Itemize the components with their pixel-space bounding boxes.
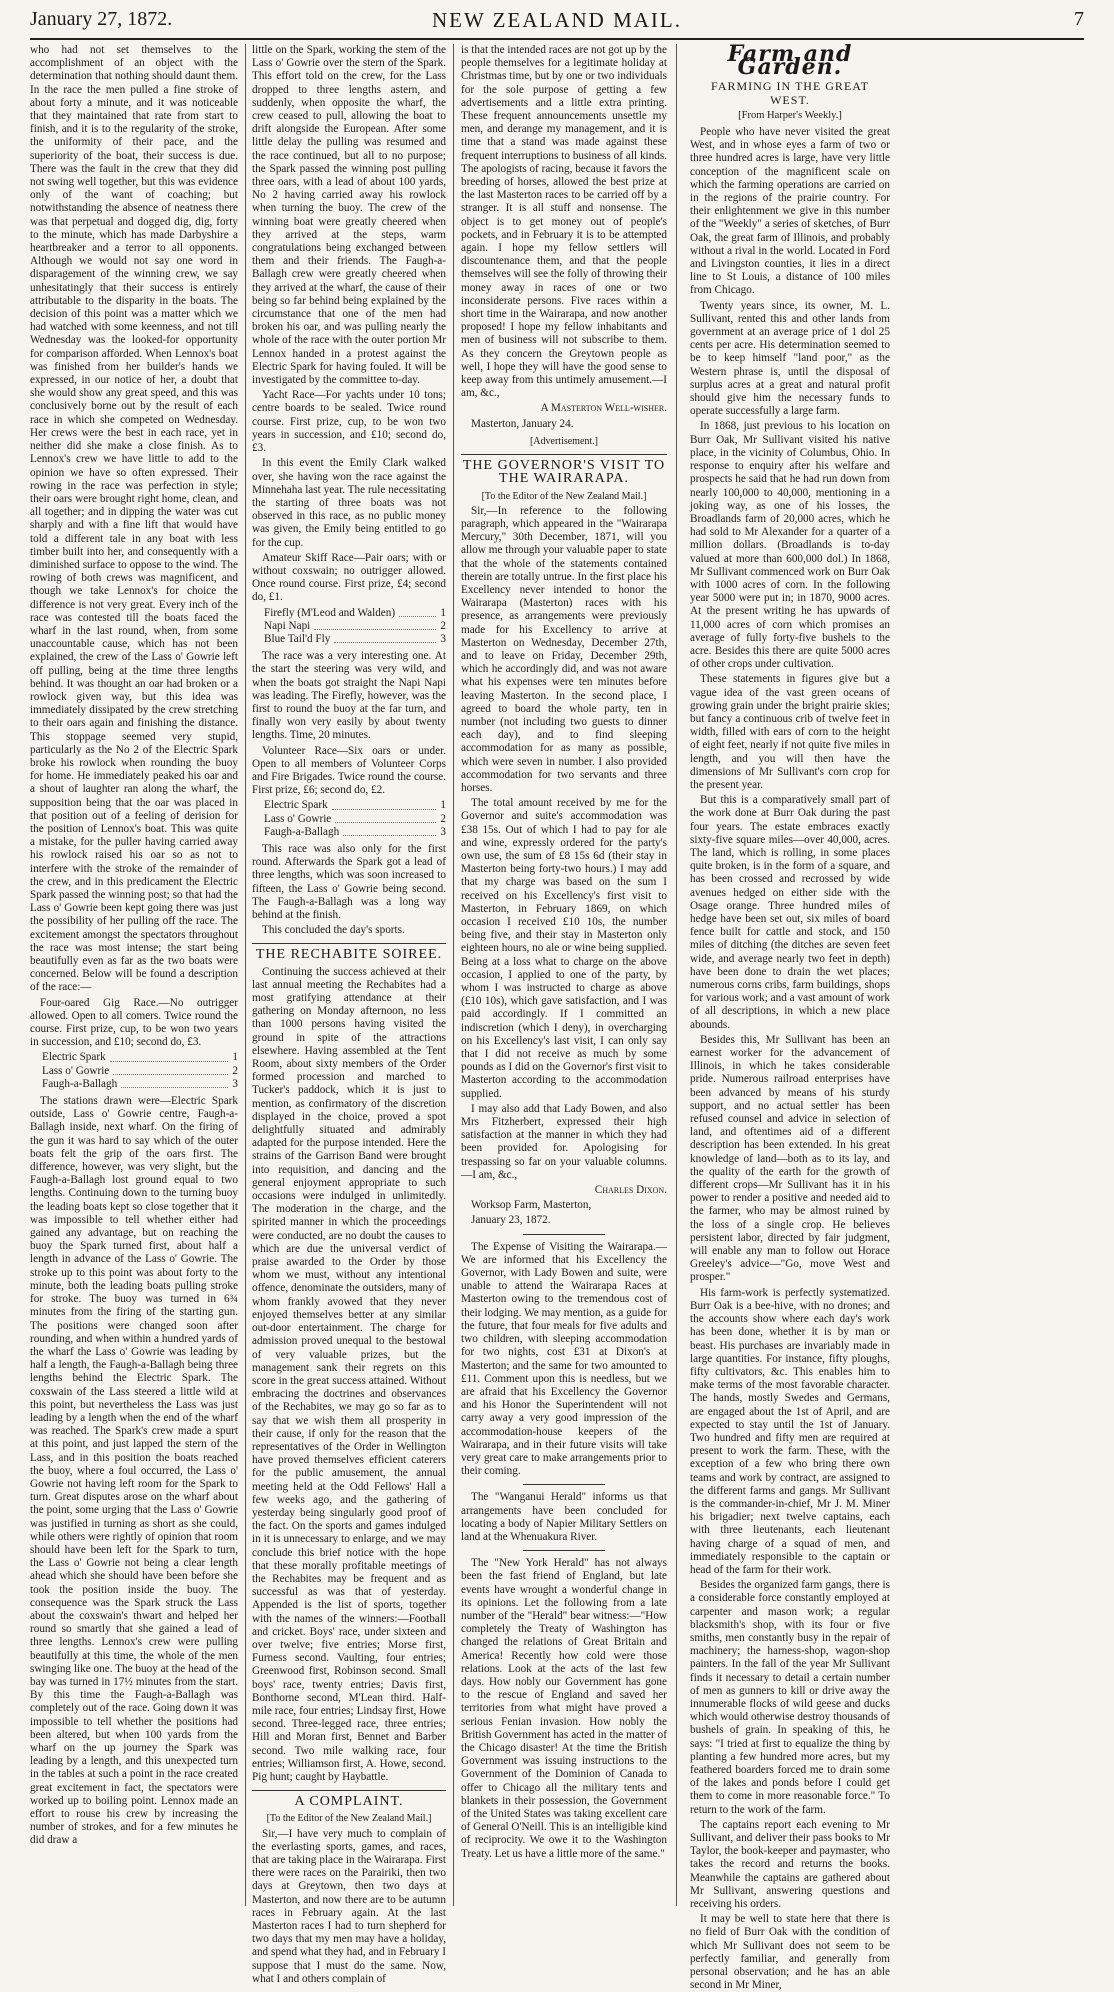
- article-paragraph: In this event the Emily Clark walked over, she having won the race against the Minnehaha last year. The rule necessitating the starting of three boats was not observed in this race, as no public money was given, the Emily being entitled to go for the cup.: [252, 457, 446, 549]
- article-paragraph: Besides this, Mr Sullivant has been an earnest worker for the advancement of Illinois, in which he takes considerable pride. Numerous railroad enterprises have been advanced by means of his sturdy support, and no actual settler has been refused counsel and advice in selection of land, and oftentimes aid of a different description has been extended. In his great knowledge of land—both as to its lay, and the quality of the earth for the growth of different crops—Mr Sullivant has it in his power to render a positive and needed aid to the farmer, who may be almost ruined by the loss of a single crop. He believes persistent labor, directed by fair judgment, will enable any man to follow out Horace Greeley's advice—"Go, move West and prosper.": [690, 1033, 890, 1284]
- race-entry: Four-oared Gig Race.—No outrigger allowed. Open to all comers. Twice round the course. First prize, cup, to be won two years in succession, and £10; second do, £3.: [30, 996, 238, 1049]
- news-paragraph: The "Wanganui Herald" informs us that arrangements have been concluded for locating a body of Napier Military Settlers on land at the Whenuakura River.: [461, 1491, 667, 1543]
- result-row: Faugh-a-Ballagh 3: [42, 1077, 238, 1090]
- result-row: Blue Tail'd Fly 3: [264, 632, 446, 645]
- article-paragraph: But this is a comparatively small part of the work done at Burr Oak during the past four years. The estate embraces exactly sixty-five square miles—over 40,000, acres. The land, which is rolling, in some places quite broken, is in the form of a square, and has been crossed and recrossed by wide avenues hedged on either side with the Osage orange. Three hundred miles of hedge have been set out, six miles of board fence built for cattle and stock, and 150 miles of ditching (the ditches are seven feet wide, and average nearly two feet in depth) have been done to drain the wet places; numerous corns cribs, farm buildings, shops for various work; and a vast amount of work of all descriptions, in which a new place abounds.: [690, 794, 890, 1031]
- article-paragraph: People who have never visited the great West, and in whose eyes a farm of two or three hundred acres is large, have very little conception of the magnificent scale on which the farming operations are carried on in the regions of the prairie country. For their enlightenment we give in this number of the "Weekly" a series of sketches, of Burr Oak, the great farm of Illinois, and probably without a rival in the world. Located in Ford and Livingston counties, it lies in a direct line to St Louis, a distance of 100 miles from Chicago.: [690, 126, 890, 297]
- race-results: [264, 799, 446, 839]
- editor-note: [To the Editor of the New Zealand Mail.]: [266, 1813, 432, 1825]
- article-paragraph: little on the Spark, working the stem of the Lass o' Gowrie over the stern of the Spark. This effort told on the crew, for the Lass dropped to three lengths astern, and suddenly, when opposite the wharf, the crew ceased to pull, allowing the boat to drift alongside the European. After some little delay the pulling was resumed and the race continued, but all to no purpose; the Spark passed the winning post pulling three oars, with a lead of about 100 yards, No 2 having carried away his rowlock when turning the buoy. The crew of the winning boat were greatly cheered when they arrived at the steps, warm congratulations being exchanged between them and their friends. The Faugh-a-Ballagh crew were greatly cheered when they arrived at the wharf, the cause of their being so far behind being explained by the circumstance that one of the men had broken his oar, and was pulling nearly the whole of the race with the outer portion Mr Lennox handed in a protest against the Electric Spark for having fouled. It will be investigated by the committee to-day.: [252, 44, 446, 387]
- article-headline: FARMING IN THE GREAT WEST.: [711, 79, 869, 107]
- letter-dateline: Masterton, January 24.: [471, 417, 574, 430]
- article-paragraph: It may be well to state here that there is no field of Burr Oak with the condition of which Mr Sullivant does not seem to be perfectly familiar, and generally from personal observation; and he has an able second in Mr Miner,: [690, 1913, 890, 1992]
- issue-date: January 27, 1872.: [30, 8, 173, 30]
- article-paragraph: The stations drawn were—Electric Spark outside, Lass o' Gowrie centre, Faugh-a-Ballagh inside, next wharf. On the firing of the gun it was hard to say which of the outer boats felt the grip of the oars first. The difference, however, was very slight, but the Faugh-a-Ballagh lost ground equal to two lengths. Continuing down to the turning buoy the leading boats kept so close together that it was impossible to tell whether either had gained any advantage, but on reaching the buoy the Spark turned first, about half a length in advance of the Lass o' Gowrie. The stroke up to this point was about forty to the minute, both the leading boats pulling stroke for stroke. The buoy was turned in 6¾ minutes from the firing of the starting gun. The positions were changed soon after rounding, and when within a hundred yards of the wharf the Lass o' Gowrie was leading by half a length, the Faugh-a-Ballagh being three lengths behind the Electric Spark. The coxswain of the Lass steered a little wild at this point, but nevertheless the Lass was just leading by a length when the end of the wharf was reached. The Spark's crew made a spurt at this point, and just lapped the stern of the Lass, and in this position the boats reached the buoy, where a foul occurred, the Lass o' Gowrie not having left room for the Spark to turn. Great disputes arose on the wharf about the point, some urging that the Lass o' Gowrie was justified in turning as short as she could, while others were rightly of opinion that room should have been left for the Spark to turn, the Lass o' Gowrie not being a clear length ahead which she should have been before she took the position inside the buoy. The consequence was the Spark struck the Lass about the coxswain's thwart and helped her round so smartly that she gained a lead of three lengths. Lennox's crew were pulling beautifully at this time, the whole of the men swinging like one. The buoy at the head of the bay was turned in 17½ minutes from the start. By this time the Faugh-a-Ballagh was completely out of the race. Going down it was impossible to tell whether the positions had been altered, but when 100 yards from the wharf on the up journey the Spark was leading by a length, and this unexpected turn in the tables at such a point in the race created great excitement in fact, the spectators were worked up to boiling point. Lennox made an effort to rouse his crew by increasing the number of strokes, and for a few minutes he did draw a: [30, 1095, 238, 1847]
- divider: [523, 1234, 605, 1235]
- result-row: Napi Napi 2: [264, 619, 446, 632]
- article-paragraph: This race was also only for the first round. Afterwards the Spark got a lead of three lengths, which was soon increased to fifteen, the Lass o' Gowrie being second. The Faugh-a-Ballagh was a long way behind at the finish.: [252, 842, 446, 921]
- column-4: [690, 41, 890, 1992]
- letter-paragraph: is that the intended races are not got up by the people themselves for a legitimate holiday at Christmas time, but by one or two individuals for the sole purpose of getting a few advertisements and a little extra printing. These frequent announcements unsettle my men, and derange my management, and it is time that a stand was made against these frequent interruptions to business of all kinds. The apologists of racing, because it favors the breeding of horses, allowed the best prize at the last Masterton races to be carried off by a stranger. It is all stuff and nonsense. The object is to get money out of people's pockets, and in February it is to be attempted again. I hope my fellow settlers will discountenance them, and that the people themselves will see the folly of throwing their money away in races of one or two inconsiderate persons. Five races within a short time in the Wairarapa, and now another proposed! I hope my fellow inhabitants and men of business will not subscribe to them. As they concern the Greytown people as well, I hope they will have the good sense to keep away from this untimely amusement.—I am, &c.,: [461, 44, 667, 400]
- race-entry: Amateur Skiff Race—Pair oars; with or without coxswain; no outrigger allowed. Once round course. First prize, £4; second do, £1.: [252, 551, 446, 604]
- result-row: Electric Spark 1: [42, 1051, 238, 1064]
- result-row: Lass o' Gowrie 2: [42, 1064, 238, 1077]
- news-paragraph: The "New York Herald" has not always been the fast friend of England, but late events have wrought a wonderful change in its opinions. Let the following from a late number of the "Herald" bear witness:—"How completely the Treaty of Washington has changed the relations of Great Britain and America! Recently how cold were those relations. Look at the acts of the last few days. How nobly our Government has gone to the rescue of England and saved her territories from what might have proved a serious Fenian invasion. How nobly the British Government has acted in the matter of the Chicago disaster! At the time the British Government was issuing instructions to the Government of the Dominion of Canada to offer to Chicago all the military tents and blankets in their possession, the Government of the United States was taking excellent care of General O'Neill. This is an intelligible kind of reciprocity. We owe it to the Washington Treaty. Let us have a little more of the same.": [461, 1557, 667, 1860]
- article-paragraph: In 1868, just previous to his location on Burr Oak, Mr Sullivant visited his native place, in the vicinity of Columbus, Ohio. In response to enquiry after his welfare and prospects he said that he had run down from nearly 100,000 to 40,000, mentioning in a joking way, as one of his losses, the Broadlands farm of 20,000 acres, which he had sold to Mr Alexander for a quarter of a million dollars. (Broadlands is to-day valued at more than 600,000 dol.) In 1868, Mr Sullivant commenced work on Burr Oak with 1000 acres of corn. In the following year 5000 were put in; in 1870, 9000 acres. At the present writing he has upwards of 11,000 acres of corn which promises an average of fully forty-five bushels to the acre. Besides this there are quite 5000 acres of other crops under cultivation.: [690, 420, 890, 671]
- article-paragraph: Continuing the success achieved at their last annual meeting the Rechabites had a most gratifying attendance at their gathering on Monday afternoon, no less than 1000 persons having visited the ground in spite of the attractions elsewhere. Having assembled at the Tent Room, about sixty members of the Order formed procession and marched to Tucker's paddock, which it is just to mention, as confirmatory of the discretion displayed in the choice, proved a spot delightfully situated and admirably adapted for the purpose intended. Here the strains of the Garrison Band were brought into requisition, and dancing and the general enjoyment appropriate to such occasions were indulged in unlimitedly. The moderation in the charge, and the spirited manner in which the proceedings were conducted, are no doubt the causes to which are due the universal verdict of praise awarded to the Order by those whom we must, without any intentional offence, denominate the outsiders, many of whom frankly avowed that they never enjoyed themselves better at any similar out-door entertainment. The charge for admission proved unequal to the bestowal of very valuable prizes, but the management sank their regrets on this score in the great success attained. Without embracing the doctrines and observances of the Rechabites, we may go so far as to say that we wish them all prosperity in their cause, if only for the reason that the representatives of the Order in Wellington have proved themselves efficient caterers for the public amusement, the annual meeting held at the Odd Fellows' Hall a few weeks ago, and the gathering of yesterday being singularly good proof of the fact. On the sports and games indulged in it is unnecessary to enlarge, and we may conclude this brief notice with the hope that these morally profitable meetings of the Rechabites may be frequent and as successful as was that of yesterday. Appended is the list of sports, together with the names of the winners:—Football and cricket. Boys' race, under sixteen and over twelve; five entries; Morse first, Furness second. Vaulting, four entries; Greenwood first, Robinson second. Small boys' race, twenty entries; Davis first, Bonthorne second, M'Lean third. Half-mile race, four entries; Lindsay first, Howe second. Three-legged race, three entries; Hill and Moran first, Bennet and Barber second. Two mile walking race, four entries; Williamson first, A. Howe, second. Pig hunt; caught by Haybattle.: [252, 965, 446, 1783]
- editor-note: [To the Editor of the New Zealand Mail.]: [481, 490, 647, 502]
- article-headline: THE RECHABITE SOIREE.: [252, 943, 446, 961]
- newspaper-title: NEW ZEALAND MAIL.: [432, 8, 682, 32]
- race-results: [264, 607, 446, 647]
- section-title: Farm and Garden.: [727, 41, 853, 81]
- article-paragraph: These statements in figures give but a vague idea of the vast green oceans of growing grain under the bright prairie skies; but fancy a continuous crib of twelve feet in width, filled with ears of corn to the height of eight feet, nearly if not quite five miles in length, and you will then have the dimensions of Mr Sullivant's corn crop for the present year.: [690, 673, 890, 791]
- column-1: [30, 44, 238, 1906]
- article-paragraph: Besides the organized farm gangs, there is a considerable force constantly employed at carpenter and mason work; a regular blacksmith's shop, with its four or five smiths, men constantly busy in the repair of machinery; the harness-shop, wagon-shop painters. In the fall of the year Mr Sullivant finds it necessary to detail a certain number of men as gunners to kill or drive away the innumerable flocks of wild geese and ducks which would otherwise destroy thousands of bushels of grain. In speaking of this, he says: "I tried at first to equalize the thing by planting a few hundred more acres, but my feathered boarders forced me to drain some of the lakes and ponds before I could get them to come in more reasonable force." To return to the work of the farm.: [690, 1579, 890, 1816]
- article-paragraph: This concluded the day's sports.: [262, 924, 405, 937]
- divider: [523, 1484, 605, 1485]
- page-number: 7: [1074, 8, 1084, 30]
- result-row: Lass o' Gowrie 2: [264, 812, 446, 825]
- letter-dateline: January 23, 1872.: [471, 1214, 551, 1227]
- letter-paragraph: I may also add that Lady Bowen, and also Mrs Fitzherbert, expressed their high satisfaction at the manner in which they had been provided for. Apologising for trespassing so far on your valuable columns.—I am, &c.,: [461, 1102, 667, 1181]
- result-row: Firefly (M'Leod and Walden) 1: [264, 606, 446, 619]
- letter-paragraph: Sir,—I have very much to complain of the everlasting sports, games, and races, that are taking place in the Wairarapa. First there were races on the Parairiki, then two days at Greytown, then two days at Masterton, and now there are to be autumn races in February again. At the last Masterton races I had to turn shepherd for two days that my men may have a holiday, and spend what they had, and in February I suppose that I must do the same. Now, what I and others complain of: [252, 1827, 446, 1985]
- column-3: [461, 44, 667, 1906]
- news-paragraph: The Expense of Visiting the Wairarapa.—We are informed that his Excellency the Governor, with Lady Bowen and suite, were unable to attend the Wairarapa Races at Masterton owing to the tremendous cost of their lodging. We may mention, as a guide for the future, that four meals for five adults and two children, with sleeping accommodation for two nights, cost £31 at Dixon's at Masterton; and the same for two amounted to £11. Comment upon this is needless, but we are afraid that his Excellency the Governor and his Honor the Superintendent will not carry away a very good impression of the accommodation-house keepers of the Wairarapa, and in their future visits will take very great care to make arrangements prior to their coming.: [461, 1240, 667, 1478]
- race-results: [42, 1051, 238, 1091]
- letter-signature: Charles Dixon.: [594, 1184, 667, 1197]
- article-paragraph: The race was a very interesting one. At the start the steering was very wild, and when the boats got straight the Napi Napi was leading. The Firefly, however, was the first to round the buoy at the far turn, and finally won very easily by about twenty lengths. Time, 20 minutes.: [252, 650, 446, 742]
- result-row: Electric Spark 1: [264, 799, 446, 812]
- result-row: Faugh-a-Ballagh 3: [264, 825, 446, 838]
- race-entry: Yacht Race—For yachts under 10 tons; centre boards to be sealed. Twice round course. First prize, cup, to be won two years in succession, and £10; second do, £3.: [252, 389, 446, 455]
- race-entry: Volunteer Race—Six oars or under. Open to all members of Volunteer Corps and Fire Brigades. Twice round the course. First prize, £6; second do, £2.: [252, 744, 446, 797]
- letter-paragraph: Sir,—In reference to the following paragraph, which appeared in the "Wairarapa Mercury," 30th December, 1871, will you allow me through your valuable paper to state that the whole of the statements contained therein are totally untrue. In the first place his Excellency never intended to honor the Wairarapa (Masterton) races with his presence, as arrangements were previously made for his Excellency to arrive at Masterton on Wednesday, December 27th, and to leave on Friday, December 29th, which he accordingly did, and was not aware what his expenses were ten minutes before leaving Masterton. In the second place, I agreed to board the whole party, ten in number (not including two guests to dinner each day), and to find sleeping accommodation for as many as possible, which were seven in number. I also provided accommodation for two servants and three horses.: [461, 504, 667, 794]
- article-paragraph: The captains report each evening to Mr Sullivant, and deliver their pass books to Mr Taylor, the book-keeper and paymaster, who takes the record and returns the books. Meanwhile the captains are gathered about Mr Sullivant, answering questions and receiving his orders.: [690, 1818, 890, 1911]
- column-rule: [676, 44, 677, 1906]
- article-paragraph: who had not set themselves to the accomplishment of an object with the determination that nothing should daunt them. In the race the men pulled a fine stroke of about forty a minute, and it was noticeable that they maintained that rate from start to finish, and it is to the regularity of the stroke, the uniformity of their pace, and the superiority of the boat, their success is due. There was the fault in the crew that they did not swing well together, but this was evidence only of the want of coaching; but notwithstanding the absence of neatness there was that perpetual and dogged dig, dig, forty to the minute, which has made Darbyshire a heartbreaker and a terror to all opponents. Although we would not say one word in disparagement of the winning crew, we say unhesitatingly that their success is entirely attributable to the disparity in the boats. The decision of this point was a matter which we had watched with some keenness, and not till Wednesday was the looked-for opportunity for comparison afforded. When Lennox's boat was finished from her builder's hands we expressed, in our notice of her, a doubt that she would show any great speed, and this was conclusively borne out by the result of each race in which she competed on Wednesday. Her crews were the best in each race, yet in neither did she make a close finish. As to Lennox's crew we have little to add to the opinion we have so often expressed. Their rowing in the race was perfection in style; their oars were brought right home, clean, and all together; and in dipping the water was cut sharply and with a fine lift that would have told a different tale in any boat with less timber built into her, and consequently with a diminished surface to oppose to the wind. The rowing of both crews was magnificent, and though we take Lennox's for choice the difference is not very great. Every inch of the race was contested till the boats faced the wharf in the last round, when, from some unaccountable cause, which has not been explained, the crew of the Lass o' Gowrie left off pulling, being at the time three lengths behind. It was thought an oar had broken or a rowlock given way, but this idea was immediately dissipated by the crew stretching to their oars again and finishing the distance. This stoppage seemed very stupid, particularly as the No 2 of the Electric Spark broke his rowlock when rounding the buoy for home. He immediately peaked his oar and a shout of laughter ran along the wharf, the supposition being that the oar was placed in that position out of a feeling of derision for the position of Lennox's boat. This was quite a mistake, for the puller having carried away his rowlock raised his oar so as not to interfere with the stroke of the remainder of the crew, and in this predicament the Electric Spark passed the winning post; so that had the Lass o' Gowrie been kept going there was just the possibility of her pulling off the race. The excitement amongst the spectators throughout the race was most intense; the start being beautifully even as far as the two boats were concerned. Below will be found a description of the race:—: [30, 44, 238, 994]
- advertisement-label: [Advertisement.]: [529, 435, 599, 447]
- article-paragraph: His farm-work is perfectly systematized. Burr Oak is a bee-hive, with no drones; and the accounts show where each day's work has been done, whether it is by man or beast. His purchases are invariably made in large quantities. For instance, fifty ploughs, fifty cultivators, &c. This enables him to make terms of the most favorable character. The hands, mostly Swedes and Germans, are engaged about the 1st of April, and are expected to stay until the 1st of January. Two hundred and fifty men are required at present to work the farm. These, with the exception of a few who bring there own teams and work by contract, are assigned to the different farms and gangs. Mr Sullivant is the commander-in-chief, Mr J. M. Miner his brigadier; next twelve captains, each with three lieutenants, each lieutenant having charge of a squad of men, and immediately responsible to the captain or head of the farm for their work.: [690, 1286, 890, 1576]
- column-2: [252, 44, 446, 1985]
- column-rule: [245, 44, 246, 1906]
- divider: [523, 1550, 605, 1551]
- masthead: [30, 6, 1084, 40]
- article-headline: A COMPLAINT.: [252, 1790, 446, 1808]
- letter-paragraph: The total amount received by me for the Governor and suite's accommodation was £38 15s. Out of which I had to pay for ale and wine, expressly ordered for the party's own use, the sum of £8 15s 6d (their stay in Masterton being forty-two hours.) I may add that my charge was based on the sum I received on his Excellency's first visit to Masterton, in February 1869, on which occasion I received £10 10s, the number being five, and their stay in Masterton only eighteen hours, no ale or wine being supplied. Being at a loss what to charge on the above occasion, I applied to one of the party, by whom I was instructed to charge as above (£10 10s), which gave satisfaction, and I was paid accordingly. If I committed an indiscretion (which I deny), in overcharging on his Excellency's last visit, I can only say that I did not receive as much by some pounds as I did on the Governor's first visit to Masterton according to the accommodation supplied.: [461, 797, 667, 1100]
- letter-signature: A Masterton Well-wisher.: [540, 402, 667, 415]
- article-source: [From Harper's Weekly.]: [738, 109, 842, 121]
- article-paragraph: Twenty years since, its owner, M. L. Sullivant, rented this and other lands from government at an average price of 1 dol 25 cents per acre. His determination seemed to be to keep himself "land poor," as the Western phrase is, until the disposal of surplus acres at a great and natural profit should give him the necessary funds to operate successfully a large farm.: [690, 299, 890, 418]
- article-headline: THE GOVERNOR'S VISIT TO THE WAIRARAPA.: [461, 454, 667, 485]
- column-rule: [453, 44, 454, 1906]
- letter-dateline: Worksop Farm, Masterton,: [471, 1199, 592, 1212]
